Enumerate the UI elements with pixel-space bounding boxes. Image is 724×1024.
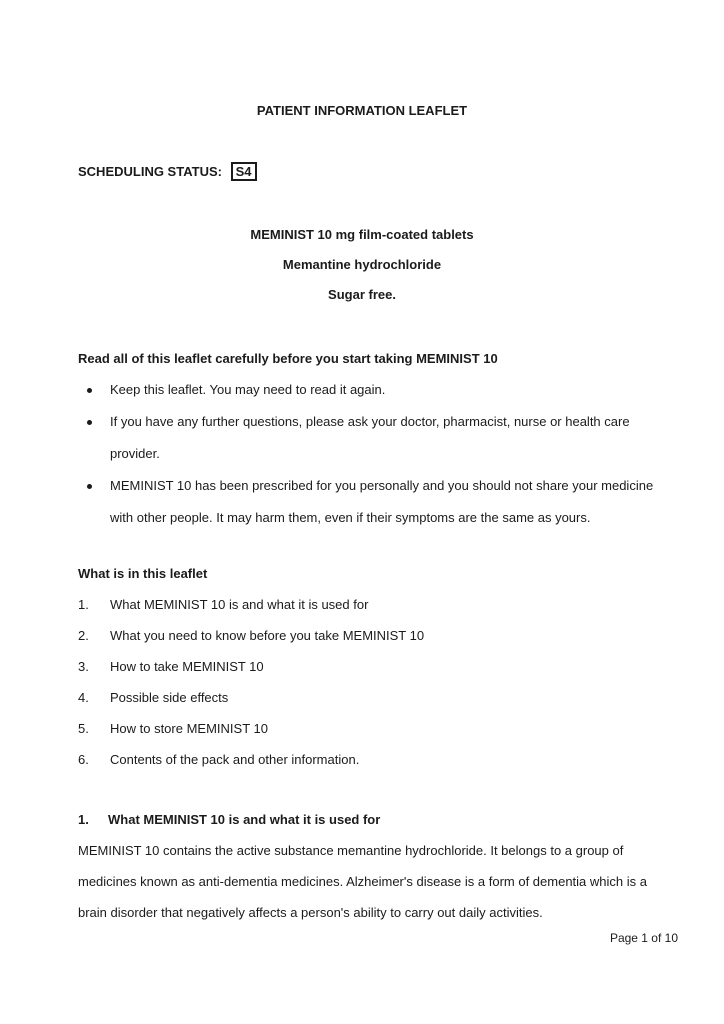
product-heading-block <box>78 220 660 310</box>
toc-heading: What is in this leaflet <box>78 566 208 581</box>
toc-item-text: What MEMINIST 10 is and what it is used for <box>110 597 369 612</box>
read-carefully-bullet-list <box>78 374 660 534</box>
bullet-text: Keep this leaflet. You may need to read it again. <box>110 382 386 397</box>
read-carefully-heading: Read all of this leaflet carefully before you start taking MEMINIST 10 <box>78 351 498 366</box>
toc-item-number: 1. <box>78 597 89 612</box>
bullet-marker-icon <box>87 388 92 393</box>
toc-item <box>78 744 660 775</box>
section-1-paragraph: MEMINIST 10 contains the active substance memantine hydrochloride. It belongs to a group of medicines known as anti-dementia medicines. Alzheimer's disease is a form of dementia which is a brain disorder that negatively affects a person's ability to carry out daily activities. <box>78 843 647 920</box>
toc-item-number: 2. <box>78 628 89 643</box>
bullet-text: MEMINIST 10 has been prescribed for you personally and you should not share your medicine with other people. It may harm them, even if their symptoms are the same as yours. <box>110 478 654 525</box>
toc-item-text: How to take MEMINIST 10 <box>110 659 264 674</box>
section-1-heading <box>78 804 660 835</box>
bullet-text: If you have any further questions, please ask your doctor, pharmacist, nurse or health care provider. <box>110 414 630 461</box>
toc-item-text: Contents of the pack and other information. <box>110 752 360 767</box>
bullet-item <box>78 406 660 470</box>
scheduling-status-label: SCHEDULING STATUS: <box>78 164 222 179</box>
bullet-marker-icon <box>87 484 92 489</box>
toc-item <box>78 682 660 713</box>
toc-item-number: 5. <box>78 721 89 736</box>
toc-item-number: 3. <box>78 659 89 674</box>
page-title: PATIENT INFORMATION LEAFLET <box>256 103 468 118</box>
toc-item-text: How to store MEMINIST 10 <box>110 721 268 736</box>
toc-list <box>78 589 660 775</box>
scheduling-status <box>78 156 660 187</box>
scheduling-status-value-box: S4 <box>231 162 257 181</box>
section-1-heading-text: What MEMINIST 10 is and what it is used for <box>108 812 381 827</box>
toc-item-number: 4. <box>78 690 89 705</box>
section-1-number: 1. <box>78 812 89 827</box>
bullet-item <box>78 470 660 534</box>
toc-item <box>78 589 660 620</box>
bullet-item <box>78 374 660 406</box>
toc-item <box>78 651 660 682</box>
product-note: Sugar free. <box>328 287 396 302</box>
bullet-marker-icon <box>87 420 92 425</box>
toc-item <box>78 713 660 744</box>
product-substance: Memantine hydrochloride <box>282 257 442 272</box>
toc-item-text: What you need to know before you take MEMINIST 10 <box>110 628 425 643</box>
page-number: Page 1 of 10 <box>609 931 678 945</box>
toc-item-text: Possible side effects <box>110 690 229 705</box>
toc-item <box>78 620 660 651</box>
product-name: MEMINIST 10 mg film-coated tablets <box>250 227 474 242</box>
toc-item-number: 6. <box>78 752 89 767</box>
